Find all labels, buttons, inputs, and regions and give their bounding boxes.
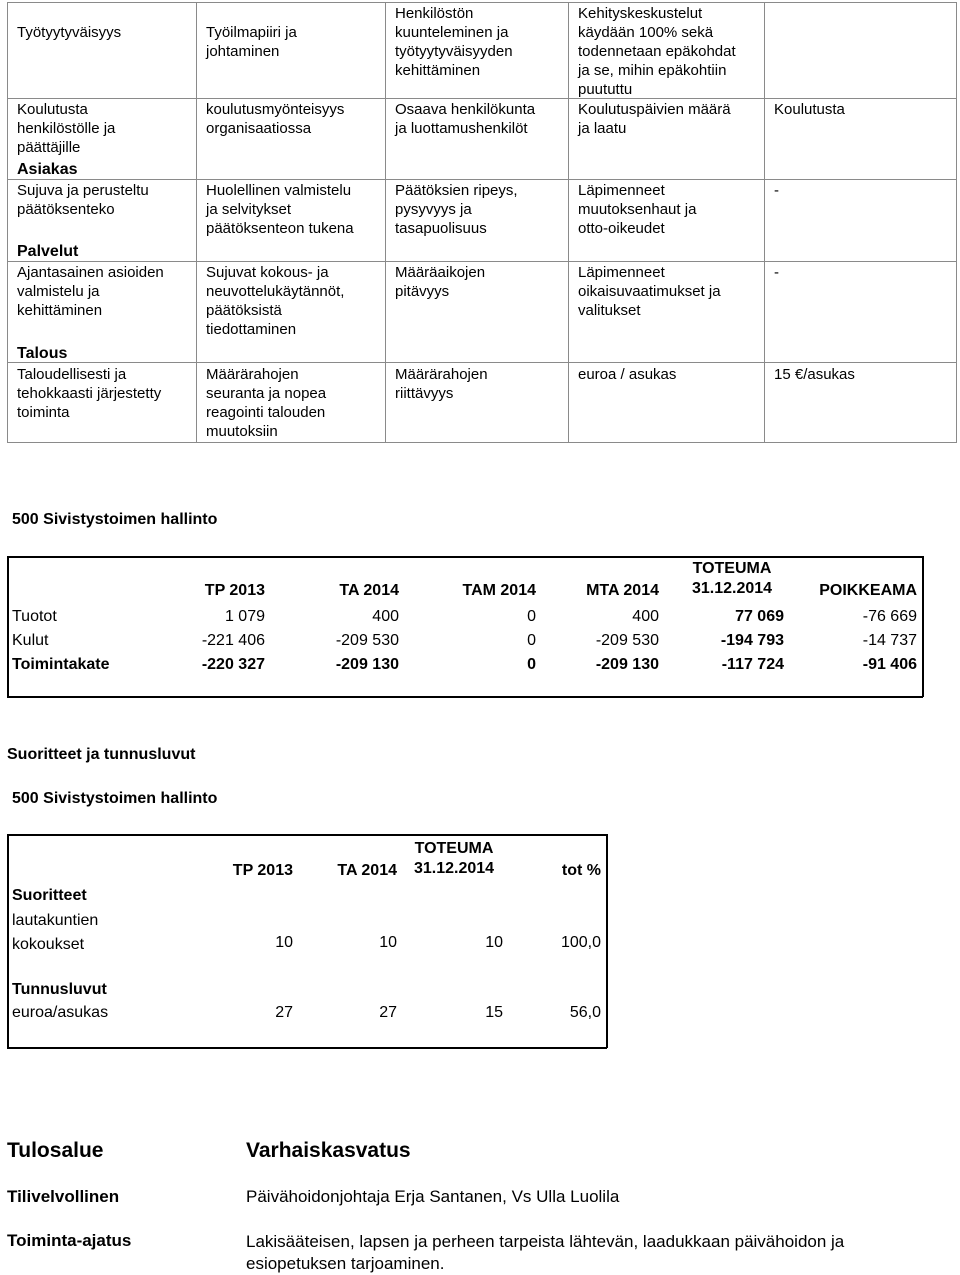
score-row1-c1: Koulutusta henkilöstölle ja päättäjille <box>17 101 116 156</box>
score-header-col1: Työtyytyväisyys <box>17 24 122 41</box>
score-row1-c3: Osaava henkilökunta ja luottamushenkilöt <box>395 101 536 137</box>
toiminta-ajatus-label: Toiminta-ajatus <box>7 1231 132 1250</box>
finance-cell: -209 130 <box>595 656 659 673</box>
finance-col-ta2014: TA 2014 <box>339 582 399 599</box>
finance-col-mta2014: MTA 2014 <box>586 582 659 599</box>
outputs-suoritteet-label: Suoritteet <box>12 887 87 904</box>
outputs-cell: 27 <box>379 1004 397 1021</box>
finance-cell: -220 327 <box>201 656 265 673</box>
score-asiakas-c4: Läpimenneet muutoksenhaut ja otto-oikeudet <box>578 182 697 237</box>
score-row1-c5: Koulutusta <box>774 101 845 118</box>
tulosalue-label: Tulosalue <box>7 1139 104 1162</box>
score-asiakas-c5: - <box>774 182 779 199</box>
outputs-cell: 10 <box>379 934 397 951</box>
outputs-col-tp2013: TP 2013 <box>232 862 293 879</box>
score-asiakas-c3: Päätöksien ripeys, pysyvyys ja tasapuolisuus <box>395 182 518 237</box>
finance-cell: -14 737 <box>862 632 917 649</box>
outputs-cell: 27 <box>275 1004 293 1021</box>
score-palvelut-c5: - <box>774 264 779 281</box>
section-heading-palvelut: Palvelut <box>17 243 79 260</box>
outputs-cell: 10 <box>485 934 503 951</box>
finance-section-title: 500 Sivistystoimen hallinto <box>12 511 218 528</box>
score-header-col2: Työilmapiiri ja johtaminen <box>206 24 297 60</box>
finance-cell: 400 <box>632 608 659 625</box>
outputs-cell: 100,0 <box>560 934 601 951</box>
finance-cell: 400 <box>372 608 399 625</box>
outputs-row2-label: euroa/asukas <box>12 1004 109 1021</box>
outputs-col-totpct: tot % <box>561 862 601 879</box>
finance-row-label: Tuotot <box>12 608 57 625</box>
score-talous-c2: Määrärahojen seuranta ja nopea reagointi talouden muutoksiin <box>206 366 327 440</box>
finance-cell: 77 069 <box>735 608 784 625</box>
score-header-col4: Kehityskeskustelut käydään 100% sekä todennetaan epäkohdat ja se, mihin epäkohtiin puututtu <box>578 5 736 98</box>
finance-row-label: Kulut <box>12 632 49 649</box>
score-talous-c1: Taloudellisesti ja tehokkaasti järjestetty toiminta <box>17 366 162 421</box>
finance-cell: -209 530 <box>335 632 399 649</box>
tilivelvollinen-label: Tilivelvollinen <box>7 1187 120 1206</box>
finance-col-poikkeama: POIKKEAMA <box>819 582 917 599</box>
finance-cell: -221 406 <box>201 632 265 649</box>
outputs-row1-label: lautakuntien kokoukset <box>12 912 99 953</box>
finance-cell: -209 130 <box>335 656 399 673</box>
outputs-section-title: 500 Sivistystoimen hallinto <box>12 790 218 807</box>
score-talous-c4: euroa / asukas <box>578 366 677 383</box>
finance-row-label: Toimintakate <box>12 656 110 673</box>
finance-col-tam2014: TAM 2014 <box>462 582 536 599</box>
section-heading-talous: Talous <box>17 345 68 362</box>
finance-cell: 0 <box>527 632 536 649</box>
score-palvelut-c3: Määräaikojen pitävyys <box>395 264 486 300</box>
finance-cell: 0 <box>527 656 536 673</box>
score-asiakas-c1: Sujuva ja perusteltu päätöksenteko <box>17 182 149 218</box>
outputs-cell: 15 <box>485 1004 503 1021</box>
score-row1-c4: Koulutuspäivien määrä ja laatu <box>578 101 731 137</box>
score-talous-c5: 15 €/asukas <box>774 366 855 383</box>
section-heading-asiakas: Asiakas <box>17 161 78 178</box>
score-header-col3: Henkilöstön kuunteleminen ja työtyytyväisyyden kehittäminen <box>395 5 513 79</box>
outputs-heading: Suoritteet ja tunnusluvut <box>7 746 196 763</box>
finance-cell: -76 669 <box>862 608 917 625</box>
outputs-tunnusluvut-label: Tunnusluvut <box>12 981 107 998</box>
outputs-cell: 56,0 <box>569 1004 601 1021</box>
score-palvelut-c2: Sujuvat kokous- ja neuvottelukäytännöt, päätöksistä tiedottaminen <box>206 264 345 338</box>
tulosalue-value: Varhaiskasvatus <box>246 1139 411 1162</box>
finance-col-toteuma: TOTEUMA 31.12.2014 <box>691 560 773 597</box>
finance-cell: 0 <box>527 608 536 625</box>
finance-cell: -209 530 <box>595 632 659 649</box>
score-row1-c2: koulutusmyönteisyys organisaatiossa <box>206 101 345 137</box>
tilivelvollinen-value: Päivähoidonjohtaja Erja Santanen, Vs Ulla Luolila <box>246 1187 620 1206</box>
outputs-cell: 10 <box>275 934 293 951</box>
finance-cell: -91 406 <box>862 656 917 673</box>
outputs-col-ta2014: TA 2014 <box>337 862 397 879</box>
score-palvelut-c4: Läpimenneet oikaisuvaatimukset ja valitukset <box>578 264 721 319</box>
score-talous-c3: Määrärahojen riittävyys <box>395 366 488 402</box>
score-asiakas-c2: Huolellinen valmistelu ja selvitykset päätöksenteon tukena <box>206 182 354 237</box>
outputs-col-toteuma: TOTEUMA 31.12.2014 <box>413 840 495 877</box>
finance-cell: -117 724 <box>721 656 784 673</box>
finance-cell: -194 793 <box>720 632 784 649</box>
finance-cell: 1 079 <box>224 608 265 625</box>
toiminta-ajatus-value: Lakisääteisen, lapsen ja perheen tarpeista lähtevän, laadukkaan päivähoidon ja esiopetuksen tarjoaminen. <box>246 1232 845 1273</box>
finance-col-tp2013: TP 2013 <box>204 582 265 599</box>
score-palvelut-c1: Ajantasainen asioiden valmistelu ja kehittäminen <box>17 264 164 319</box>
